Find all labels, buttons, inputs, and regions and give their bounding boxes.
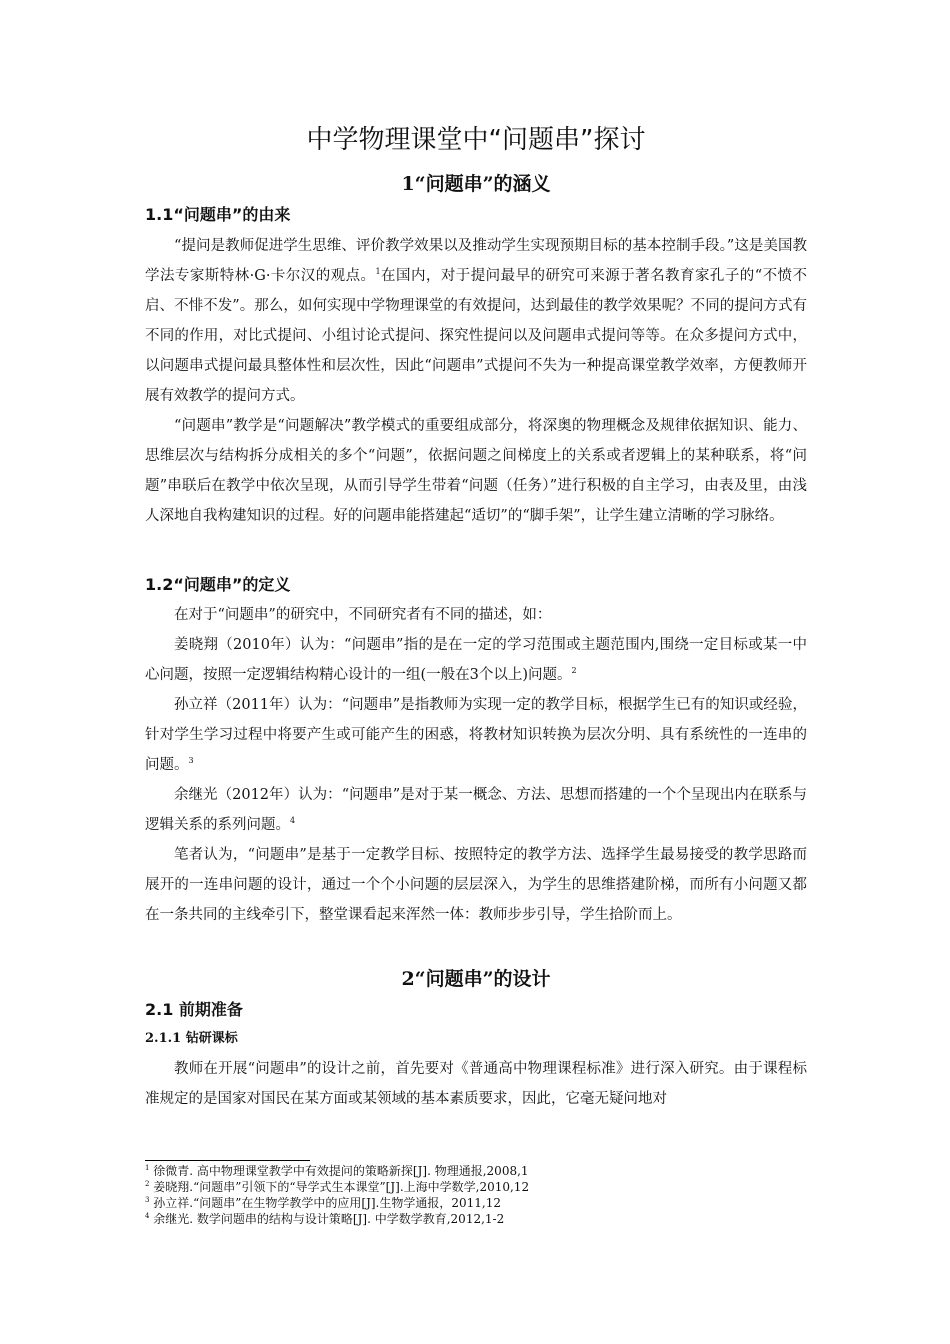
paragraph: “提问是教师促进学生思维、评价教学效果以及推动学生实现预期目标的基本控制手段。”这是美国教学法专家斯特林·G·卡尔汉的观点。$^1$在国内，对于提问最早的研究可来源于著名教育家孔子的“不愤不启、不悱不发”。那么，如何实现中学物理课堂的有效提问，达到最佳的教学效果呢？不同的提问方式有不同的作用，对比式提问、小组讨论式提问、探究性提问以及问题串式提问等等。在众多提问方式中，以问题串式提问最具整体性和层次性，因此“问题串”式提问不失为一种提高课堂教学效率，方便教师开展有效教学的提问方式。 (145, 238, 807, 404)
footnote-item (145, 1195, 807, 1211)
section-2 (145, 965, 807, 993)
footnote-item (145, 1179, 807, 1195)
section-1-2-body (145, 600, 807, 930)
paragraph: 姜晓翔（2010年）认为：“问题串”指的是在一定的学习范围或主题范围内,围绕一定目标或某一中心问题，按照一定逻辑结构精心设计的一组(一般在3个以上)问题。$^2$ (145, 637, 807, 683)
section-2-1 (145, 996, 807, 1024)
section-1-1-heading: 1.1“问题串”的由来 (145, 205, 291, 224)
footnote-ref: 2 (571, 666, 577, 676)
footnote-ref: 4 (290, 816, 296, 826)
paragraph: 在对于“问题串”的研究中，不同研究者有不同的描述，如： (174, 607, 552, 623)
paragraph: 笔者认为，“问题串”是基于一定教学目标、按照特定的教学方法、选择学生最易接受的教学思路而展开的一连串问题的设计，通过一个个小问题的层层深入，为学生的思维搭建阶梯，而所有小问题又都在一条共同的主线牵引下，整堂课看起来浑然一体：教师步步引导，学生拾阶而上。 (145, 847, 807, 923)
paragraph: 教师在开展“问题串”的设计之前，首先要对《普通高中物理课程标准》进行深入研究。由于课程标准规定的是国家对国民在某方面或某领域的基本素质要求，因此，它毫无疑问地对 (145, 1061, 807, 1107)
footnotes (145, 1163, 807, 1227)
section-2-1-1-heading: 2.1.1 钻研课标 (145, 1031, 238, 1046)
page-title: 中学物理课堂中“问题串”探讨 (306, 125, 646, 155)
footnote-number: 3 (145, 1196, 150, 1204)
footnote-item (145, 1211, 807, 1227)
section-1-2-heading: 1.2“问题串”的定义 (145, 575, 291, 594)
footnote-text: 姜晓翔.“问题串”引领下的“导学式生本课堂”[J].上海中学数学,2010,12 (153, 1180, 530, 1194)
footnote-number: 4 (145, 1212, 150, 1220)
section-2-1-1-body (145, 1054, 807, 1114)
section-1-heading: 1“问题串”的涵义 (401, 173, 551, 195)
footnote-number: 1 (145, 1164, 150, 1172)
footnote-ref: 3 (188, 756, 194, 766)
footnote-text: 余继光. 数学问题串的结构与设计策略[J]. 中学数学教育,2012,1-2 (153, 1212, 505, 1226)
section-1-1-body (145, 231, 807, 531)
section-2-1-1 (145, 1025, 807, 1053)
section-1 (145, 170, 807, 198)
footnote-text: 孙立祥.“问题串”在生物学教学中的应用[J].生物学通报，2011,12 (153, 1196, 501, 1210)
footnote-divider (145, 1160, 310, 1161)
section-2-heading: 2“问题串”的设计 (401, 968, 551, 990)
section-1-1 (145, 201, 807, 229)
paragraph: 孙立祥（2011年）认为：“问题串”是指教师为实现一定的教学目标，根据学生已有的知识或经验，针对学生学习过程中将要产生或可能产生的困惑，将教材知识转换为层次分明、具有系统性的一连串的问题。$^3$ (145, 697, 807, 773)
section-2-1-heading: 2.1 前期准备 (145, 1000, 243, 1019)
section-1-2 (145, 571, 807, 599)
paragraph: 余继光（2012年）认为：“问题串”是对于某一概念、方法、思想而搭建的一个个呈现出内在联系与逻辑关系的系列问题。$^4$ (145, 787, 807, 833)
paragraph: “问题串”教学是“问题解决”教学模式的重要组成部分，将深奥的物理概念及规律依据知识、能力、思维层次与结构拆分成相关的多个“问题”，依据问题之间梯度上的关系或者逻辑上的某种联系，将“问题”串联后在教学中依次呈现，从而引导学生带着“问题（任务）”进行积极的自主学习，由表及里，由浅人深地自我构建知识的过程。好的问题串能搭建起“适切”的“脚手架”，让学生建立清晰的学习脉络。 (145, 418, 807, 524)
footnote-number: 2 (145, 1180, 150, 1188)
footnote-ref: 1 (375, 267, 381, 277)
footnote-text: 徐微青. 高中物理课堂教学中有效提问的策略新探[J]. 物理通报,2008,1 (153, 1164, 529, 1178)
footnote-item (145, 1163, 807, 1179)
